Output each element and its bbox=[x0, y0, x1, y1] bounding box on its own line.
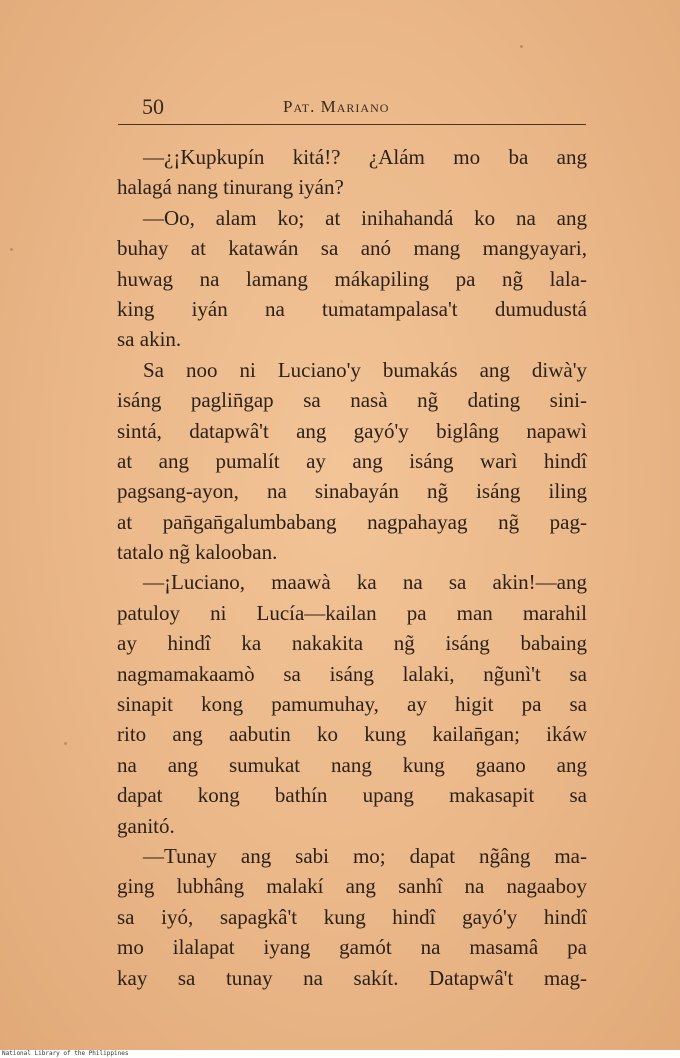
paper-speck bbox=[520, 45, 523, 48]
text-line: sinapit kong pamumuhay, ay higit pa sa bbox=[117, 692, 587, 717]
body-text bbox=[117, 142, 587, 993]
text-line: —Oo, alam ko; at inihahandá ko na ang bbox=[143, 205, 587, 230]
text-line: patuloy ni Lucía—kailan pa man marahil bbox=[117, 600, 587, 625]
text-line: nagmamakaamò sa isáng lalaki, ng̃unì't sa bbox=[117, 661, 587, 686]
text-line: na ang sumukat nang kung gaano ang bbox=[117, 752, 587, 777]
paper-speck bbox=[340, 300, 343, 303]
text-line: king iyán na tumatampalasa't dumudustá bbox=[117, 296, 587, 321]
text-line: at ang pumalít ay ang isáng warì hindî bbox=[117, 448, 587, 473]
text-line: ay hindî ka nakakita ng̃ isáng babaing bbox=[117, 631, 587, 656]
library-credit: National Library of the Philippines bbox=[0, 1050, 680, 1058]
running-head: Pat. Mariano bbox=[283, 97, 390, 116]
text-line: buhay at katawán sa anó mang mangyayari, bbox=[117, 236, 587, 261]
text-line: at pan̄gan̄galumbabang nagpahayag ng̃ pag- bbox=[117, 509, 587, 534]
text-line: —¿¡Kupkupín kitá!? ¿Alám mo ba ang bbox=[143, 145, 587, 169]
text-line: —Tunay ang sabi mo; dapat ng̃âng ma- bbox=[143, 843, 587, 868]
text-line: Sa noo ni Luciano'y bumakás ang diwà'y bbox=[143, 357, 587, 382]
text-line: ging lubhâng malakí ang sanhî na nagaaboy bbox=[117, 874, 587, 899]
text-line: tatalo ng̃ kalooban. bbox=[117, 540, 278, 565]
text-line: pagsang-ayon, na sinabayán ng̃ isáng iling bbox=[117, 479, 587, 504]
text-line: mo ilalapat iyang gamót na masamâ pa bbox=[117, 935, 587, 960]
text-line: ganitó. bbox=[117, 813, 175, 838]
text-line: huwag na lamang mákapiling pa ng̃ lala- bbox=[117, 266, 587, 291]
paper-speck bbox=[10, 248, 13, 251]
text-line: isáng paglin̄gap sa nasà ng̃ dating sini- bbox=[117, 388, 587, 413]
text-line: rito ang aabutin ko kung kailan̄gan; ikáw bbox=[117, 722, 587, 747]
text-line: halagá nang tinurang iyán? bbox=[117, 175, 344, 200]
text-line: sintá, datapwâ't ang gayó'y biglâng napawì bbox=[117, 418, 587, 443]
page-header bbox=[118, 94, 586, 125]
text-line: dapat kong bathín upang makasapit sa bbox=[117, 783, 587, 808]
text-line: kay sa tunay na sakít. Datapwâ't mag- bbox=[117, 965, 587, 990]
text-line: —¡Luciano, maawà ka na sa akin!—ang bbox=[143, 570, 587, 595]
text-line: sa iyó, sapagkâ't kung hindî gayó'y hindî bbox=[117, 904, 587, 929]
page-number: 50 bbox=[142, 94, 164, 119]
text-line: sa akin. bbox=[117, 327, 182, 352]
paper-speck bbox=[64, 742, 67, 745]
